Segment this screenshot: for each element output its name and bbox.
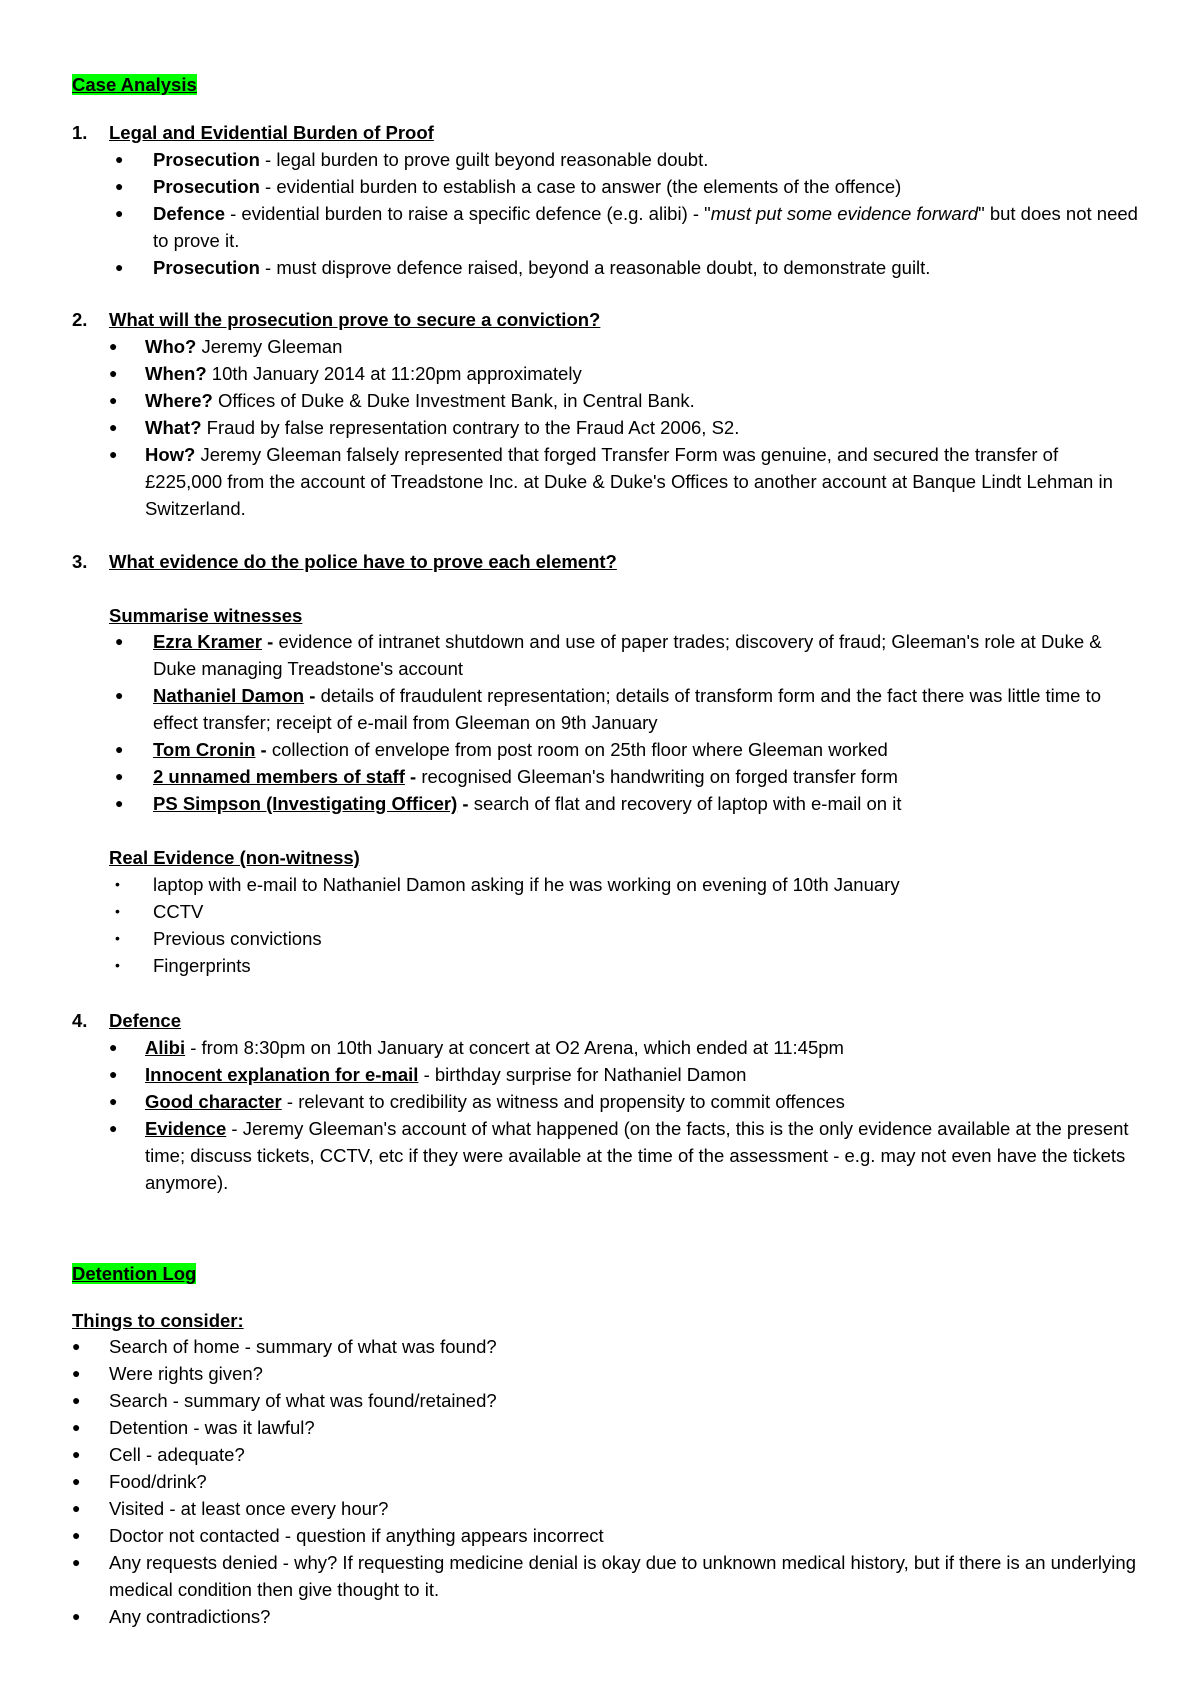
list-item: ● What? Fraud by false representation contrary to the Fraud Act 2006, S2. <box>109 417 740 438</box>
list-item: • laptop with e-mail to Nathaniel Damon asking if he was working on evening of 10th January <box>115 874 900 895</box>
list-item: ● Were rights given? <box>72 1363 263 1384</box>
list-item: ● Who? Jeremy Gleeman <box>109 336 343 357</box>
list-item: ● Visited - at least once every hour? <box>72 1498 389 1519</box>
witnesses-list <box>0 628 1200 817</box>
list-item: ● Prosecution - must disprove defence raised, beyond a reasonable doubt, to demonstrate guilt. <box>115 257 931 278</box>
section-2-title: What will the prosecution prove to secure a conviction? <box>109 309 601 330</box>
detention-list <box>0 1333 1200 1630</box>
list-item: ● Ezra Kramer - evidence of intranet shutdown and use of paper trades; discovery of fraud; Gleeman's role at Duke & Duke managing Treadstone's account <box>115 631 1102 679</box>
list-item: • Previous convictions <box>115 928 322 949</box>
section-4-title: Defence <box>109 1010 181 1031</box>
list-item: ● How? Jeremy Gleeman falsely represented that forged Transfer Form was genuine, and secured the transfer of £225,000 from the account of Treadstone Inc. at Duke & Duke's Offices to another account at Banque Lindt Lehman in Switzerland. <box>109 444 1113 519</box>
list-item: ● Prosecution - legal burden to prove guilt beyond reasonable doubt. <box>115 149 709 170</box>
list-item: ● Alibi - from 8:30pm on 10th January at concert at O2 Arena, which ended at 11:45pm <box>109 1037 844 1058</box>
section-1-list <box>0 146 1200 281</box>
list-item: ● 2 unnamed members of staff - recognised Gleeman's handwriting on forged transfer form <box>115 766 898 787</box>
list-item: ● PS Simpson (Investigating Officer) - search of flat and recovery of laptop with e-mail on it <box>115 793 902 814</box>
list-item: ● Food/drink? <box>72 1471 207 1492</box>
section-1-title: Legal and Evidential Burden of Proof <box>109 122 434 143</box>
list-item: ● Any contradictions? <box>72 1606 271 1627</box>
section-3-title: What evidence do the police have to prove each element? <box>109 551 617 572</box>
section-2-list <box>0 333 1200 522</box>
list-item: • CCTV <box>115 901 204 922</box>
section-1-number: 1. <box>72 122 88 143</box>
real-evidence-list <box>0 871 1200 979</box>
list-item: ● Doctor not contacted - question if anything appears incorrect <box>72 1525 604 1546</box>
witnesses-heading: Summarise witnesses <box>109 605 303 626</box>
list-item: ● When? 10th January 2014 at 11:20pm approximately <box>109 363 582 384</box>
section-2-number: 2. <box>72 309 88 330</box>
list-item: ● Detention - was it lawful? <box>72 1417 315 1438</box>
list-item: ● Where? Offices of Duke & Duke Investment Bank, in Central Bank. <box>109 390 695 411</box>
real-evidence-heading: Real Evidence (non-witness) <box>109 847 360 868</box>
section-3-number: 3. <box>72 551 88 572</box>
list-item: ● Defence - evidential burden to raise a specific defence (e.g. alibi) - "must put some evidence forward" but does not need to prove it. <box>115 203 1138 251</box>
section-4-number: 4. <box>72 1010 88 1031</box>
list-item: ● Evidence - Jeremy Gleeman's account of what happened (on the facts, this is the only evidence available at the present time; discuss tickets, CCTV, etc if they were available at the time of the assessment - e.g. may not even have the tickets anymore). <box>109 1118 1129 1193</box>
list-item: • Fingerprints <box>115 955 251 976</box>
list-item: ● Tom Cronin - collection of envelope from post room on 25th floor where Gleeman worked <box>115 739 888 760</box>
list-item: ● Search of home - summary of what was found? <box>72 1336 497 1357</box>
list-item: ● Cell - adequate? <box>72 1444 245 1465</box>
list-item: ● Good character - relevant to credibility as witness and propensity to commit offences <box>109 1091 845 1112</box>
list-item: ● Innocent explanation for e-mail - birthday surprise for Nathaniel Damon <box>109 1064 747 1085</box>
things-to-consider-heading: Things to consider: <box>72 1310 244 1331</box>
detention-log-heading: Detention Log <box>72 1263 197 1284</box>
list-item: ● Any requests denied - why? If requesting medicine denial is okay due to unknown medical history, but if there is an underlying medical condition then give thought to it. <box>72 1552 1136 1600</box>
case-analysis-heading: Case Analysis <box>72 74 197 95</box>
list-item: ● Search - summary of what was found/retained? <box>72 1390 497 1411</box>
section-4-list <box>0 1034 1200 1196</box>
list-item: ● Prosecution - evidential burden to establish a case to answer (the elements of the offence) <box>115 176 902 197</box>
list-item: ● Nathaniel Damon - details of fraudulent representation; details of transform form and the fact there was little time to effect transfer; receipt of e-mail from Gleeman on 9th January <box>115 685 1102 733</box>
